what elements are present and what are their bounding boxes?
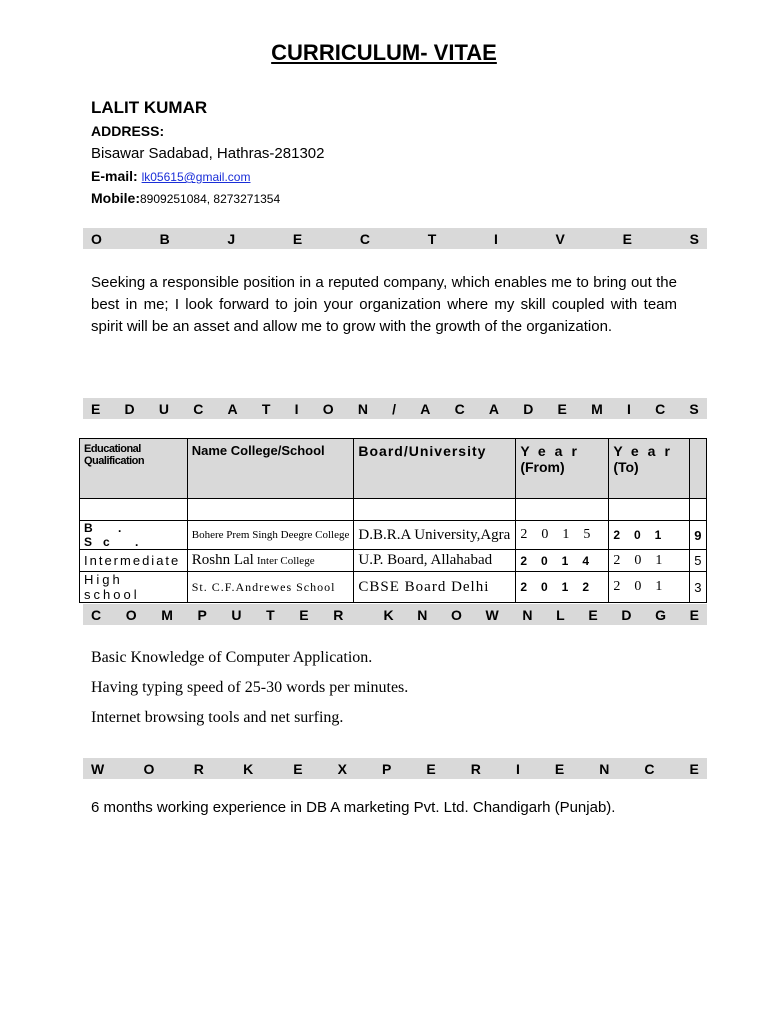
header-year-from-sub: (From): [520, 459, 565, 475]
table-row: [80, 550, 707, 572]
heading-letter: E: [689, 606, 699, 623]
cell-board: U.P. Board, Allahabad: [354, 550, 516, 572]
heading-letter: B: [159, 230, 170, 247]
computer-heading-part2: [383, 607, 699, 623]
cell-year-to: 201: [609, 521, 690, 550]
cell-year-to-last: 3: [689, 572, 706, 603]
heading-letter: R: [333, 606, 344, 623]
header-qualification: Educational Qualification: [80, 439, 188, 499]
heading-letter: K: [243, 760, 254, 777]
spacer-cell: [689, 499, 706, 521]
education-heading: [91, 401, 699, 417]
cell-year-from: 2014: [516, 550, 609, 572]
computer-item: Having typing speed of 25-30 words per minutes.: [91, 679, 409, 696]
cell-year-to: 201: [609, 572, 690, 603]
heading-letter: R: [193, 760, 204, 777]
candidate-name: LALIT KUMAR: [91, 98, 208, 117]
heading-letter: T: [266, 606, 275, 623]
spacer-cell: [80, 499, 188, 521]
heading-letter: X: [337, 760, 347, 777]
heading-letter: S: [689, 400, 699, 417]
spacer-cell: [354, 499, 516, 521]
heading-letter: C: [91, 606, 102, 623]
cell-board: D.B.R.A University,Agra: [354, 521, 516, 550]
cell-year-to-last: 9: [689, 521, 706, 550]
cell-year-to: 201: [609, 550, 690, 572]
cell-qualification: Intermediate: [80, 550, 188, 572]
heading-letter: O: [91, 230, 102, 247]
spacer-cell: [609, 499, 690, 521]
computer-item: Basic Knowledge of Computer Application.: [91, 649, 373, 666]
heading-letter: C: [193, 400, 204, 417]
heading-letter: T: [261, 400, 271, 417]
email-row: [91, 168, 250, 184]
heading-letter: O: [125, 606, 137, 623]
heading-letter: J: [227, 230, 236, 247]
heading-letter: I: [626, 400, 631, 417]
heading-letter: A: [488, 400, 500, 417]
heading-letter: E: [299, 606, 309, 623]
work-experience-text: 6 months working experience in DB A marketing Pvt. Ltd. Chandigarh (Punjab).: [91, 799, 616, 816]
heading-letter: C: [655, 400, 666, 417]
mobile-label: Mobile:: [91, 190, 140, 206]
heading-letter: O: [143, 760, 155, 777]
mobile-number: 8909251084, 8273271354: [140, 192, 281, 206]
work-heading-bar: [83, 758, 707, 779]
heading-letter: A: [420, 400, 431, 417]
heading-letter: W: [485, 606, 499, 623]
heading-letter: O: [450, 606, 462, 623]
heading-letter: D: [621, 606, 632, 623]
heading-letter: E: [588, 606, 598, 623]
heading-letter: P: [197, 606, 207, 623]
header-year-to-sub: (To): [613, 459, 639, 475]
heading-letter: P: [382, 760, 392, 777]
heading-letter: N: [599, 760, 610, 777]
cell-college: [187, 550, 354, 572]
cell-year-from: 2015: [516, 521, 609, 550]
heading-letter: W: [91, 760, 105, 777]
computer-item: Internet browsing tools and net surfing.: [91, 709, 344, 726]
heading-letter: N: [417, 606, 428, 623]
header-college: Name College/School: [187, 439, 354, 499]
cell-qualification: High school: [80, 572, 188, 603]
heading-letter: V: [555, 230, 565, 247]
heading-letter: /: [392, 400, 397, 417]
heading-letter: S: [689, 230, 699, 247]
heading-letter: C: [359, 230, 371, 247]
table-row: [80, 572, 707, 603]
cell-college: St. C.F.Andrewes School: [187, 572, 354, 603]
heading-letter: I: [294, 400, 299, 417]
heading-letter: A: [227, 400, 238, 417]
heading-letter: E: [689, 760, 699, 777]
heading-letter: T: [427, 230, 437, 247]
heading-letter: U: [231, 606, 242, 623]
heading-letter: K: [383, 606, 394, 623]
heading-letter: N: [357, 400, 368, 417]
header-end-cell: [689, 439, 706, 499]
heading-letter: R: [470, 760, 481, 777]
objectives-text: Seeking a responsible position in a reputed company, which enables me to bring out the best in me; I look forward to join your organization where my skill coupled with team spirit will be an asset and allow me to grow with the growth of the organization.: [91, 274, 677, 335]
cell-year-to-last: 5: [689, 550, 706, 572]
heading-letter: E: [293, 760, 303, 777]
spacer-cell: [516, 499, 609, 521]
objectives-heading-bar: [83, 228, 707, 249]
objectives-heading: [91, 231, 699, 247]
cell-college-sub: Inter College: [256, 555, 315, 567]
heading-letter: E: [91, 400, 101, 417]
heading-letter: E: [554, 760, 565, 777]
heading-letter: M: [161, 606, 173, 623]
header-year-from: [516, 439, 609, 499]
mobile-row: [91, 190, 280, 206]
heading-letter: I: [493, 230, 498, 247]
work-heading-part2: [293, 761, 699, 777]
heading-letter: L: [556, 606, 565, 623]
heading-letter: E: [292, 230, 303, 247]
heading-letter: O: [322, 400, 334, 417]
education-table-header: [80, 439, 707, 499]
heading-letter: C: [454, 400, 465, 417]
cell-board: CBSE Board Delhi: [354, 572, 516, 603]
cell-qualification: B . Sc .: [80, 521, 188, 550]
email-label: E-mail:: [91, 168, 138, 184]
table-spacer-row: [80, 499, 707, 521]
computer-heading-bar: [83, 604, 707, 625]
heading-letter: N: [522, 606, 533, 623]
heading-letter: G: [655, 606, 666, 623]
address-label: ADDRESS:: [91, 123, 165, 139]
table-row: [80, 521, 707, 550]
cell-year-from: 2012: [516, 572, 609, 603]
education-heading-bar: [83, 398, 707, 419]
heading-letter: M: [591, 400, 603, 417]
heading-letter: I: [515, 760, 520, 777]
education-table: [79, 438, 707, 603]
email-link[interactable]: lk05615@gmail.com: [141, 170, 251, 184]
address-text: Bisawar Sadabad, Hathras-281302: [91, 145, 325, 162]
heading-letter: E: [557, 400, 567, 417]
heading-letter: D: [124, 400, 135, 417]
document-title: CURRICULUM- VITAE: [271, 40, 497, 65]
computer-heading-part1: [91, 607, 343, 623]
heading-letter: E: [426, 760, 436, 777]
cell-college: Bohere Prem Singh Deegre College: [187, 521, 354, 550]
header-year-to-label: Year: [613, 443, 679, 459]
spacer-cell: [187, 499, 354, 521]
cell-college-main: Roshn Lal: [191, 552, 254, 568]
heading-letter: E: [622, 230, 632, 247]
header-board: Board/University: [354, 439, 516, 499]
heading-letter: C: [644, 760, 655, 777]
work-heading-part1: [91, 761, 253, 777]
header-year-from-label: Year: [520, 443, 586, 459]
header-year-to: [609, 439, 690, 499]
heading-letter: U: [158, 400, 169, 417]
heading-letter: D: [523, 400, 534, 417]
